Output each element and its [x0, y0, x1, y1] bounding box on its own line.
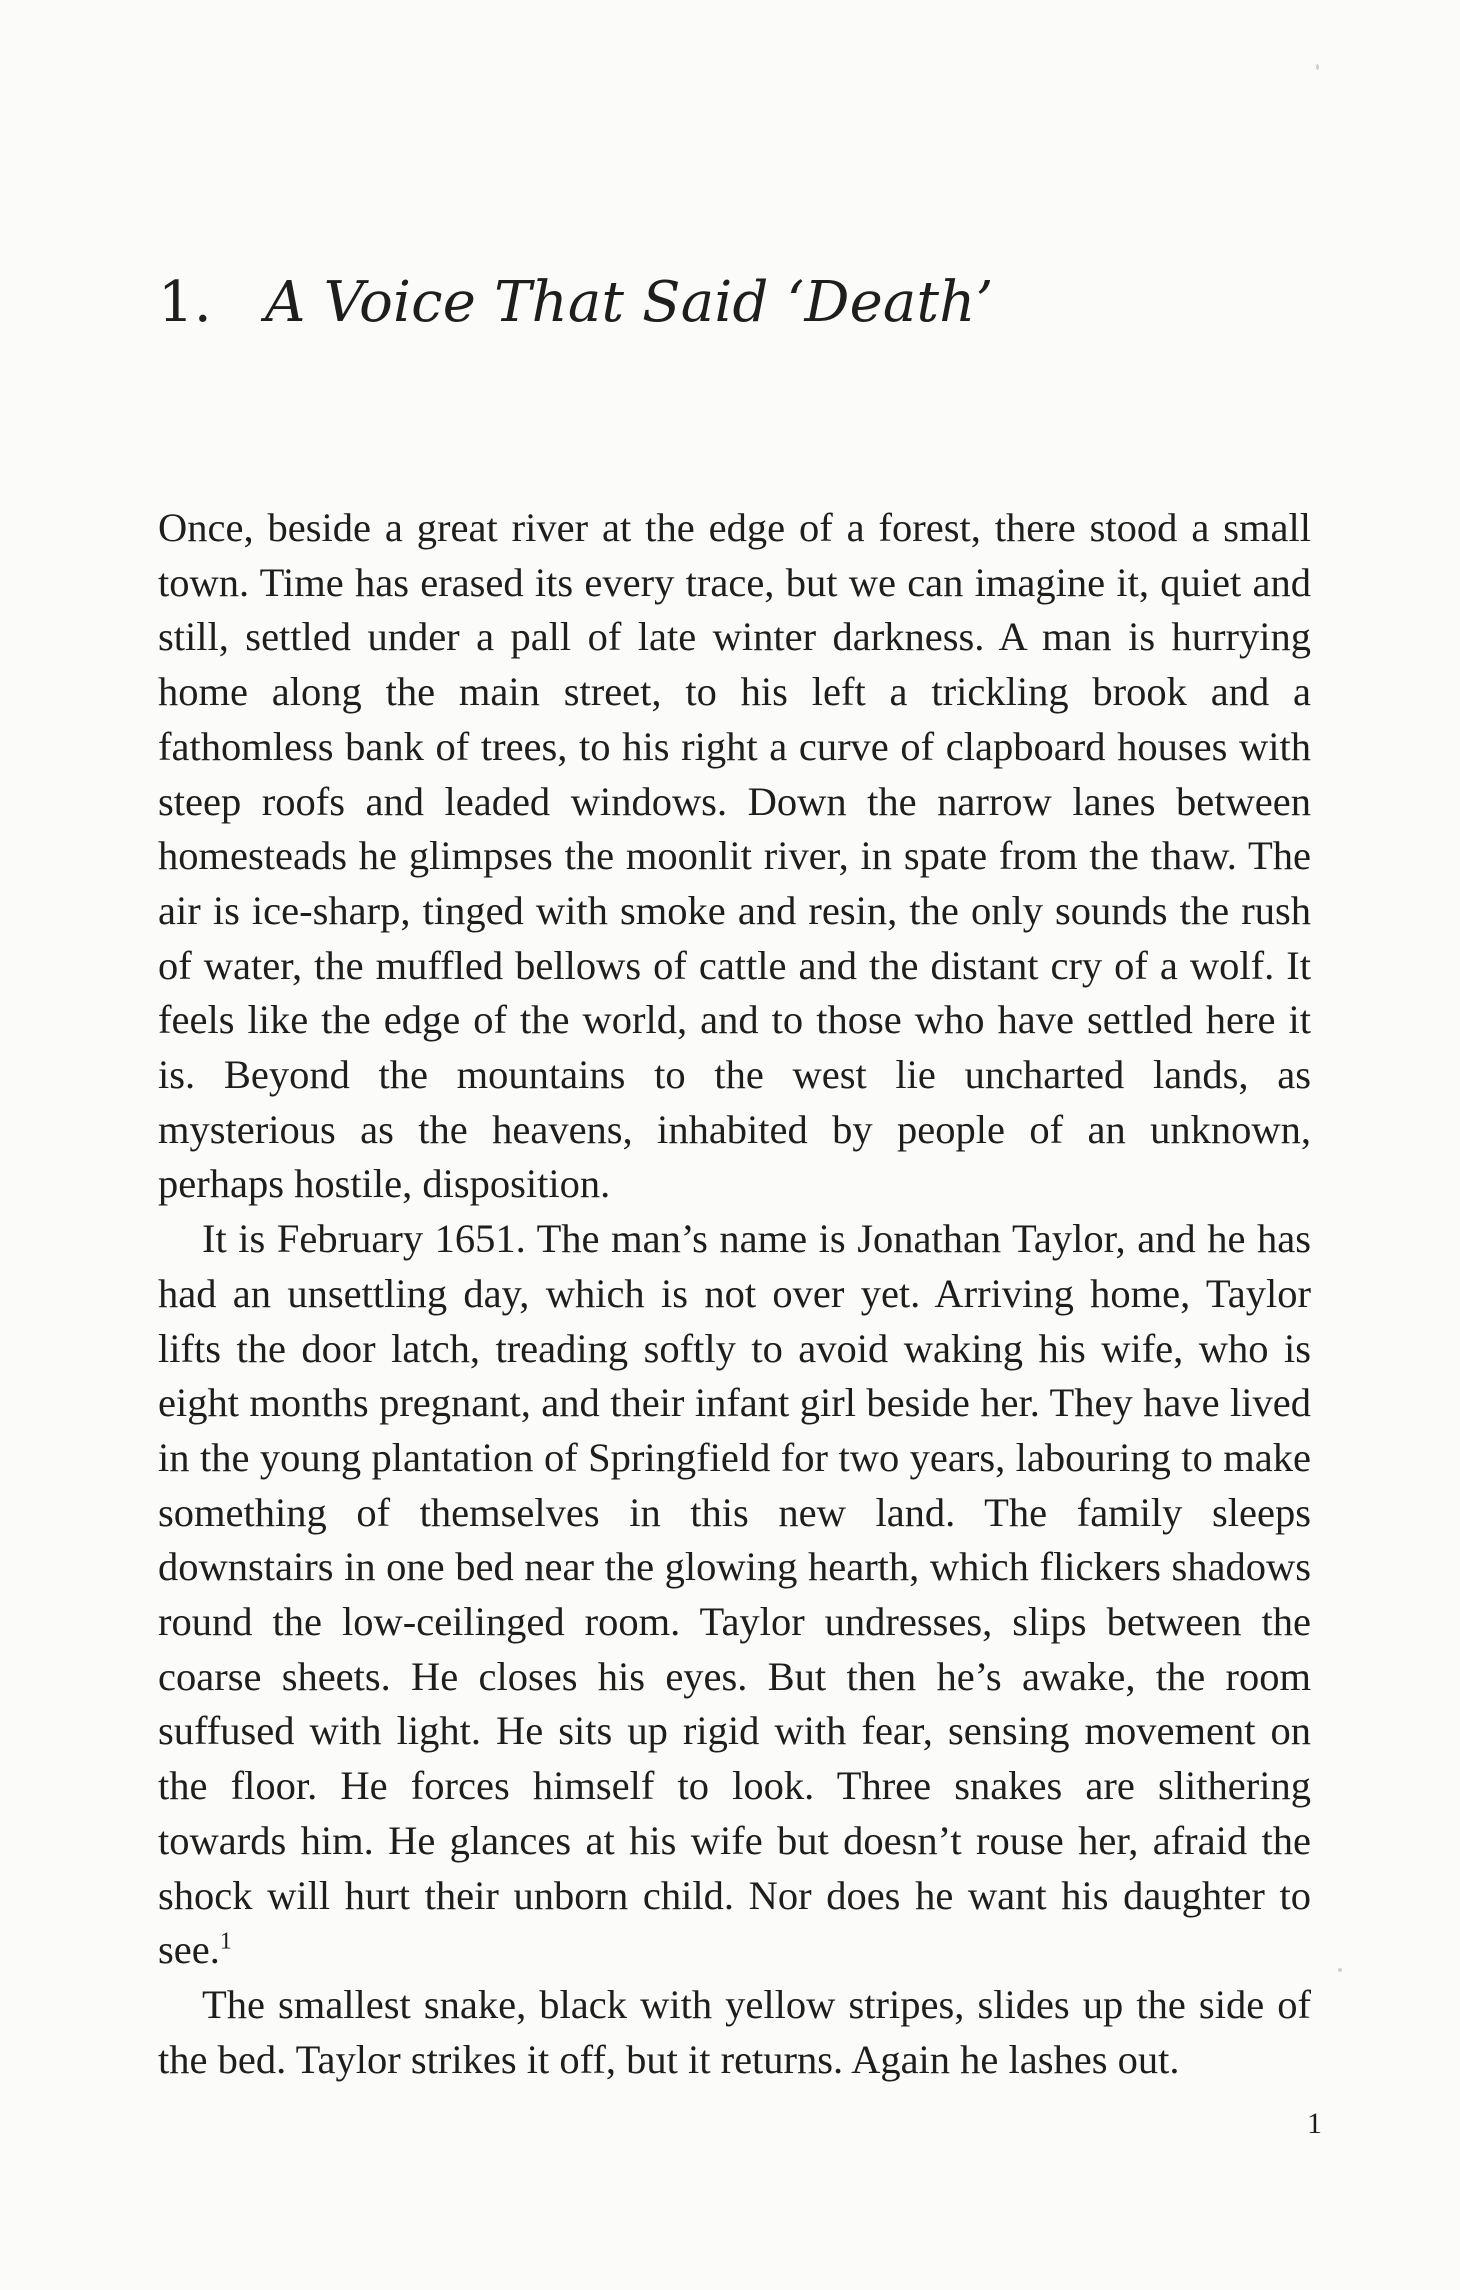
paragraph-2-text: It is February 1651. The man’s name is Jonathan Taylor, and he has had an unsettling day, which is not over yet. Arriving home, Taylor lifts the door latch, treading softly to avoid waking his wife, who is eight months pregnant, and their infant girl beside her. They have lived in the young plantation of Springfield for two years, labouring to make something of themselves in this new land. The family sleeps downstairs in one bed near the glowing hearth, which flickers shadows round the low-ceilinged room. Taylor undresses, slips between the coarse sheets. He closes his eyes. But then he’s awake, the room suffused with light. He sits up rigid with fear, sensing movement on the floor. He forces himself to look. Three snakes are slithering towards him. He glances at his wife but doesn’t rouse her, afraid the shock will hurt their unborn child. Nor does he want his daughter to see. [158, 1216, 1311, 1973]
paragraph-2 [158, 1212, 1311, 1978]
scan-speck [1316, 64, 1319, 70]
page-number: 1 [1307, 2107, 1322, 2140]
body-text [158, 501, 1311, 2087]
chapter-number: 1. [158, 270, 212, 335]
paragraph-1: Once, beside a great river at the edge of a forest, there stood a small town. Time has erased its every trace, but we can imagine it, quiet and still, settled under a pall of late winter darkness. A man is hurrying home along the main street, to his left a trickling brook and a fathomless bank of trees, to his right a curve of clapboard houses with steep roofs and leaded windows. Down the narrow lanes between homesteads he glimpses the moonlit river, in spate from the thaw. The air is ice-sharp, tinged with smoke and resin, the only sounds the rush of water, the muffled bellows of cattle and the distant cry of a wolf. It feels like the edge of the world, and to those who have settled here it is. Beyond the mountains to the west lie uncharted lands, as mysterious as the heavens, inhabited by people of an unknown, perhaps hostile, disposition. [158, 505, 1311, 1207]
scan-speck [1338, 1968, 1342, 1972]
footnote-marker[interactable]: 1 [219, 1928, 232, 1955]
paragraph-3: The smallest snake, black with yellow stripes, slides up the side of the bed. Taylor strikes it off, but it returns. Again he lashes out. [158, 1981, 1311, 2082]
chapter-heading [158, 268, 994, 338]
chapter-title: A Voice That Said ‘Death’ [265, 270, 994, 335]
